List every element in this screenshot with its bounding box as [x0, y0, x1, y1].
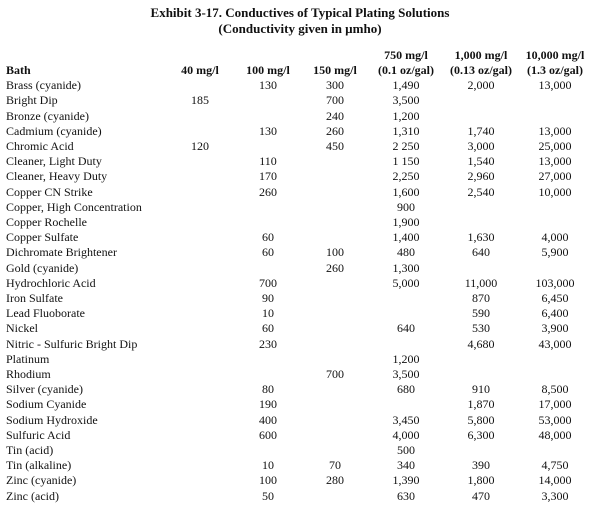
value-cell-c10000 — [518, 215, 592, 230]
value-cell-c40 — [166, 321, 234, 336]
value-cell-c10000: 3,300 — [541, 488, 569, 503]
value-cell-c100: 80 — [262, 382, 274, 397]
table-row — [6, 215, 592, 230]
value-cell-c150 — [302, 397, 368, 412]
value-cell-c750: 630 — [397, 488, 415, 503]
value-cell-c1000: 470 — [472, 488, 490, 503]
value-cell-c40 — [166, 215, 234, 230]
value-cell-c1000: 4,680 — [467, 336, 495, 351]
header-750-line2: (0.1 oz/gal) — [378, 63, 434, 77]
table-row — [6, 185, 592, 200]
value-cell-c1000: 1,740 — [467, 123, 495, 138]
value-cell-c10000: 5,900 — [541, 245, 569, 260]
value-cell-c750: 1,900 — [392, 215, 420, 230]
value-cell-c10000: 6,400 — [541, 306, 569, 321]
value-cell-c150: 260 — [326, 260, 344, 275]
value-cell-c10000: 53,000 — [538, 412, 572, 427]
bath-name-cell: Gold (cyanide) — [6, 260, 79, 275]
table-header — [6, 48, 592, 78]
value-cell-c100: 10 — [262, 306, 274, 321]
value-cell-c10000: 10,000 — [538, 184, 572, 199]
table-row — [6, 397, 592, 412]
value-cell-c100: 100 — [259, 473, 277, 488]
value-cell-c1000: 640 — [472, 245, 490, 260]
value-cell-c100 — [234, 367, 302, 382]
value-cell-c1000: 590 — [472, 306, 490, 321]
value-cell-c750: 1,300 — [392, 260, 420, 275]
bath-name-cell: Bright Dip — [6, 93, 58, 108]
value-cell-c100 — [234, 93, 302, 108]
table-row — [6, 245, 592, 260]
conductivity-table — [6, 48, 592, 504]
header-bath: Bath — [6, 63, 31, 77]
bath-name-cell: Silver (cyanide) — [6, 382, 83, 397]
header-1000-line1: 1,000 mg/l — [454, 48, 508, 62]
table-row — [6, 428, 592, 443]
value-cell-c10000 — [518, 109, 592, 124]
bath-name-cell: Zinc (acid) — [6, 488, 59, 503]
value-cell-c1000 — [444, 109, 518, 124]
header-100: 100 mg/l — [246, 63, 290, 77]
value-cell-c750: 1,600 — [392, 184, 420, 199]
value-cell-c10000: 48,000 — [538, 427, 572, 442]
value-cell-c750: 1,490 — [392, 78, 420, 93]
value-cell-c100: 600 — [259, 427, 277, 442]
bath-name-cell: Rhodium — [6, 367, 51, 382]
value-cell-c100 — [234, 215, 302, 230]
header-10000-line1: 10,000 mg/l — [525, 48, 585, 62]
bath-name-cell: Sodium Hydroxide — [6, 412, 98, 427]
value-cell-c10000: 43,000 — [538, 336, 572, 351]
header-40: 40 mg/l — [181, 63, 219, 77]
value-cell-c750: 3,450 — [392, 412, 420, 427]
table-row — [6, 382, 592, 397]
value-cell-c750 — [368, 397, 444, 412]
value-cell-c40 — [166, 489, 234, 504]
value-cell-c10000: 103,000 — [535, 275, 575, 290]
value-cell-c10000 — [518, 200, 592, 215]
value-cell-c1000: 1,540 — [467, 154, 495, 169]
value-cell-c40 — [166, 109, 234, 124]
value-cell-c100: 130 — [259, 78, 277, 93]
value-cell-c150: 70 — [329, 458, 341, 473]
bath-name-cell: Iron Sulfate — [6, 291, 63, 306]
table-row — [6, 230, 592, 245]
table-row — [6, 109, 592, 124]
value-cell-c1000 — [444, 352, 518, 367]
value-cell-c40 — [166, 169, 234, 184]
value-cell-c40: 120 — [191, 139, 209, 154]
value-cell-c1000 — [444, 93, 518, 108]
table-row — [6, 78, 592, 93]
table-row — [6, 291, 592, 306]
value-cell-c100: 700 — [259, 275, 277, 290]
bath-name-cell: Chromic Acid — [6, 139, 74, 154]
value-cell-c150 — [302, 413, 368, 428]
value-cell-c150 — [302, 154, 368, 169]
value-cell-c10000: 14,000 — [538, 473, 572, 488]
value-cell-c100: 90 — [262, 291, 274, 306]
bath-name-cell: Cadmium (cyanide) — [6, 123, 102, 138]
value-cell-c750: 900 — [397, 199, 415, 214]
value-cell-c150: 260 — [326, 123, 344, 138]
bath-name-cell: Sodium Cyanide — [6, 397, 87, 412]
value-cell-c40 — [166, 382, 234, 397]
value-cell-c1000: 2,960 — [467, 169, 495, 184]
bath-name-cell: Brass (cyanide) — [6, 78, 81, 93]
value-cell-c100 — [234, 109, 302, 124]
value-cell-c750: 1,310 — [392, 123, 420, 138]
value-cell-c40: 185 — [191, 93, 209, 108]
value-cell-c1000: 1,800 — [467, 473, 495, 488]
value-cell-c40 — [166, 397, 234, 412]
value-cell-c750: 680 — [397, 382, 415, 397]
value-cell-c100 — [234, 261, 302, 276]
value-cell-c750: 2,250 — [392, 169, 420, 184]
value-cell-c150: 280 — [326, 473, 344, 488]
value-cell-c150 — [302, 352, 368, 367]
table-row — [6, 413, 592, 428]
table-row — [6, 321, 592, 336]
value-cell-c100: 190 — [259, 397, 277, 412]
value-cell-c1000: 910 — [472, 382, 490, 397]
value-cell-c150 — [302, 321, 368, 336]
value-cell-c150: 100 — [326, 245, 344, 260]
value-cell-c40 — [166, 337, 234, 352]
table-row — [6, 367, 592, 382]
header-10000-line2: (1.3 oz/gal) — [527, 63, 583, 77]
value-cell-c40 — [166, 473, 234, 488]
value-cell-c10000: 27,000 — [538, 169, 572, 184]
value-cell-c1000: 1,870 — [467, 397, 495, 412]
value-cell-c750: 4,000 — [392, 427, 420, 442]
value-cell-c150: 300 — [326, 78, 344, 93]
value-cell-c150 — [302, 169, 368, 184]
value-cell-c1000: 11,000 — [464, 275, 498, 290]
value-cell-c100: 10 — [262, 458, 274, 473]
table-row — [6, 93, 592, 108]
value-cell-c1000: 530 — [472, 321, 490, 336]
value-cell-c750: 340 — [397, 458, 415, 473]
value-cell-c1000 — [444, 367, 518, 382]
value-cell-c150: 700 — [326, 367, 344, 382]
value-cell-c150 — [302, 200, 368, 215]
value-cell-c750: 1,200 — [392, 108, 420, 123]
value-cell-c1000 — [444, 215, 518, 230]
value-cell-c100: 130 — [259, 123, 277, 138]
value-cell-c1000: 5,800 — [467, 412, 495, 427]
value-cell-c40 — [166, 367, 234, 382]
bath-name-cell: Cleaner, Heavy Duty — [6, 169, 108, 184]
value-cell-c10000: 17,000 — [538, 397, 572, 412]
table-row — [6, 443, 592, 458]
value-cell-c150: 700 — [326, 93, 344, 108]
value-cell-c40 — [166, 306, 234, 321]
value-cell-c150 — [302, 443, 368, 458]
table-row — [6, 169, 592, 184]
value-cell-c150 — [302, 428, 368, 443]
value-cell-c40 — [166, 124, 234, 139]
value-cell-c10000 — [518, 443, 592, 458]
bath-name-cell: Bronze (cyanide) — [6, 108, 89, 123]
value-cell-c150 — [302, 185, 368, 200]
table-row — [6, 306, 592, 321]
value-cell-c750: 480 — [397, 245, 415, 260]
value-cell-c150: 450 — [326, 139, 344, 154]
value-cell-c750 — [368, 306, 444, 321]
value-cell-c10000: 3,900 — [541, 321, 569, 336]
exhibit-subtitle: (Conductivity given in µmho) — [218, 21, 382, 36]
value-cell-c750: 640 — [397, 321, 415, 336]
value-cell-c750 — [368, 291, 444, 306]
value-cell-c40 — [166, 413, 234, 428]
value-cell-c40 — [166, 200, 234, 215]
header-1000-line2: (0.13 oz/gal) — [450, 63, 512, 77]
table-body — [6, 78, 592, 504]
value-cell-c10000 — [518, 352, 592, 367]
table-row — [6, 154, 592, 169]
value-cell-c750: 3,500 — [392, 367, 420, 382]
bath-name-cell: Copper, High Concentration — [6, 199, 142, 214]
table-row — [6, 124, 592, 139]
value-cell-c10000 — [518, 261, 592, 276]
bath-name-cell: Tin (acid) — [6, 443, 54, 458]
value-cell-c750: 1,200 — [392, 351, 420, 366]
table-row — [6, 261, 592, 276]
bath-name-cell: Hydrochloric Acid — [6, 275, 96, 290]
bath-name-cell: Nitric - Sulfuric Bright Dip — [6, 336, 138, 351]
value-cell-c10000: 4,750 — [541, 458, 569, 473]
value-cell-c10000: 6,450 — [541, 291, 569, 306]
table-row — [6, 489, 592, 504]
table-row — [6, 276, 592, 291]
value-cell-c100: 60 — [262, 321, 274, 336]
value-cell-c40 — [166, 78, 234, 93]
value-cell-c750: 1,400 — [392, 230, 420, 245]
bath-name-cell: Tin (alkaline) — [6, 458, 72, 473]
bath-name-cell: Copper Sulfate — [6, 230, 79, 245]
value-cell-c150 — [302, 215, 368, 230]
value-cell-c40 — [166, 291, 234, 306]
value-cell-c100: 50 — [262, 488, 274, 503]
value-cell-c10000: 13,000 — [538, 78, 572, 93]
value-cell-c150 — [302, 337, 368, 352]
value-cell-c100: 230 — [259, 336, 277, 351]
value-cell-c10000: 13,000 — [538, 154, 572, 169]
value-cell-c150 — [302, 291, 368, 306]
value-cell-c10000: 13,000 — [538, 123, 572, 138]
value-cell-c100: 260 — [259, 184, 277, 199]
value-cell-c1000 — [444, 261, 518, 276]
value-cell-c40 — [166, 185, 234, 200]
value-cell-c1000: 3,000 — [467, 139, 495, 154]
bath-name-cell: Copper Rochelle — [6, 215, 87, 230]
value-cell-c750: 500 — [397, 443, 415, 458]
value-cell-c1000: 6,300 — [467, 427, 495, 442]
header-750-line1: 750 mg/l — [384, 48, 428, 62]
exhibit-title: Exhibit 3-17. Conductives of Typical Plating Solutions — [150, 5, 450, 20]
value-cell-c100: 60 — [262, 230, 274, 245]
value-cell-c100: 110 — [259, 154, 277, 169]
bath-name-cell: Nickel — [6, 321, 38, 336]
value-cell-c750: 1 150 — [392, 154, 420, 169]
value-cell-c40 — [166, 458, 234, 473]
value-cell-c750 — [368, 337, 444, 352]
table-row — [6, 139, 592, 154]
value-cell-c10000: 4,000 — [541, 230, 569, 245]
value-cell-c150 — [302, 382, 368, 397]
value-cell-c100 — [234, 200, 302, 215]
value-cell-c100 — [234, 443, 302, 458]
value-cell-c40 — [166, 428, 234, 443]
value-cell-c40 — [166, 245, 234, 260]
value-cell-c750: 3,500 — [392, 93, 420, 108]
value-cell-c10000 — [518, 93, 592, 108]
value-cell-c1000: 1,630 — [467, 230, 495, 245]
bath-name-cell: Cleaner, Light Duty — [6, 154, 102, 169]
value-cell-c1000: 390 — [472, 458, 490, 473]
value-cell-c1000 — [444, 443, 518, 458]
table-row — [6, 458, 592, 473]
header-150: 150 mg/l — [313, 63, 357, 77]
value-cell-c750: 2 250 — [392, 139, 420, 154]
bath-name-cell: Zinc (cyanide) — [6, 473, 77, 488]
value-cell-c40 — [166, 261, 234, 276]
bath-name-cell: Lead Fluoborate — [6, 306, 85, 321]
bath-name-cell: Platinum — [6, 351, 50, 366]
value-cell-c100 — [234, 352, 302, 367]
value-cell-c150 — [302, 306, 368, 321]
table-row — [6, 473, 592, 488]
value-cell-c150 — [302, 230, 368, 245]
value-cell-c40 — [166, 230, 234, 245]
value-cell-c150: 240 — [326, 108, 344, 123]
value-cell-c1000: 870 — [472, 291, 490, 306]
value-cell-c40 — [166, 154, 234, 169]
table-row — [6, 337, 592, 352]
bath-name-cell: Sulfuric Acid — [6, 427, 71, 442]
table-row — [6, 200, 592, 215]
value-cell-c40 — [166, 276, 234, 291]
value-cell-c100: 170 — [259, 169, 277, 184]
value-cell-c40 — [166, 352, 234, 367]
value-cell-c1000: 2,000 — [467, 78, 495, 93]
value-cell-c1000 — [444, 200, 518, 215]
bath-name-cell: Copper CN Strike — [6, 184, 93, 199]
value-cell-c750: 5,000 — [392, 275, 420, 290]
value-cell-c10000 — [518, 367, 592, 382]
table-row — [6, 352, 592, 367]
value-cell-c40 — [166, 443, 234, 458]
value-cell-c100 — [234, 139, 302, 154]
value-cell-c100: 60 — [262, 245, 274, 260]
value-cell-c10000: 25,000 — [538, 139, 572, 154]
value-cell-c1000: 2,540 — [467, 184, 495, 199]
value-cell-c10000: 8,500 — [541, 382, 569, 397]
bath-name-cell: Dichromate Brightener — [6, 245, 117, 260]
value-cell-c750: 1,390 — [392, 473, 420, 488]
value-cell-c100: 400 — [259, 412, 277, 427]
value-cell-c150 — [302, 276, 368, 291]
value-cell-c150 — [302, 489, 368, 504]
